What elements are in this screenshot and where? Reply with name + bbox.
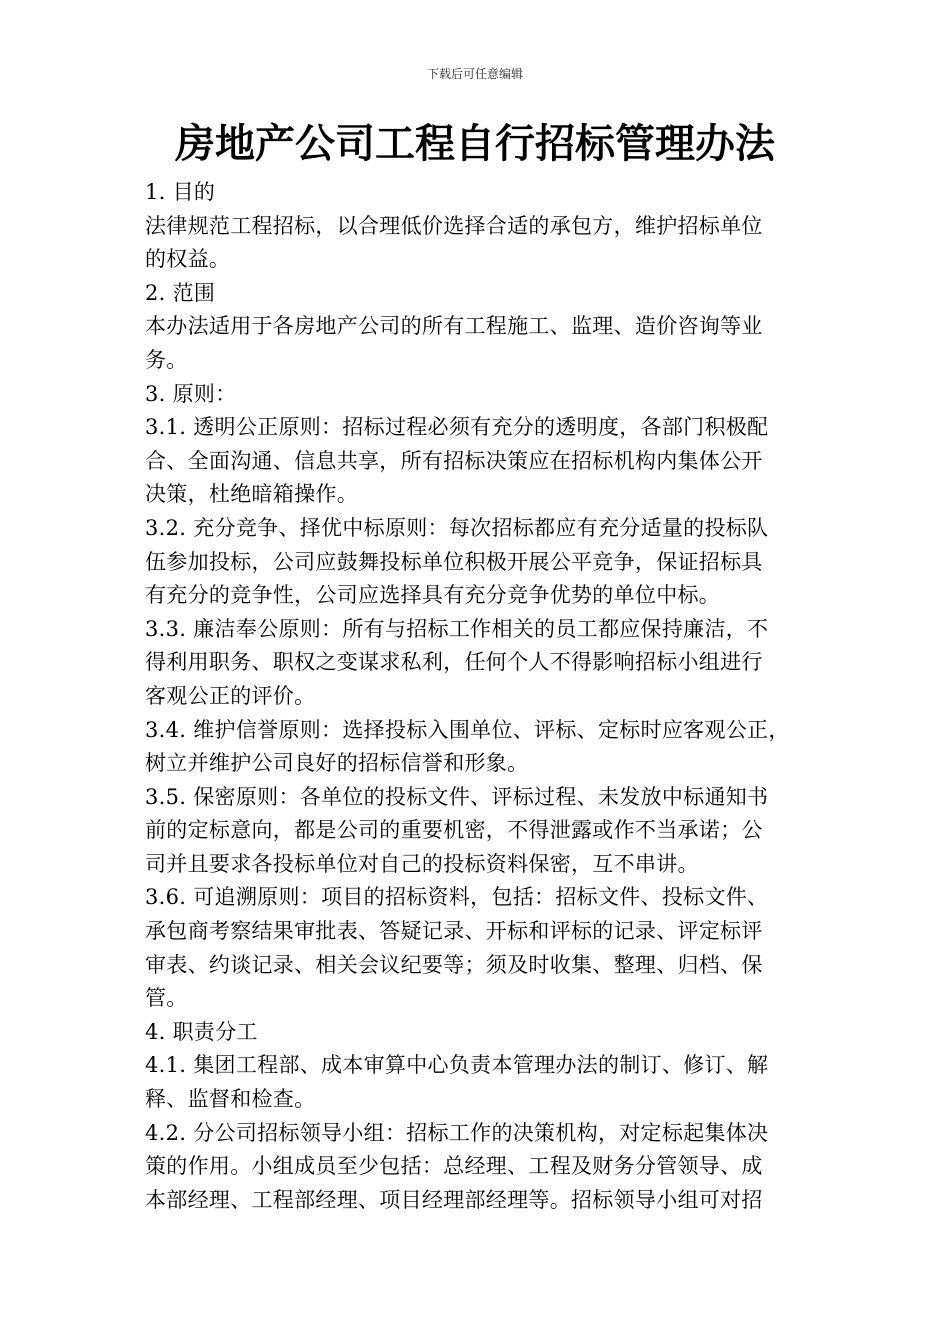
body-line: 4. 职责分工 (145, 1019, 258, 1044)
body-line: 本办法适用于各房地产公司的所有工程施工、监理、造价咨询等业 (145, 314, 763, 339)
body-line: 本部经理、工程部经理、项目经理部经理等。招标领导小组可对招 (145, 1187, 763, 1212)
body-line: 3.1. 透明公正原则：招标过程必须有充分的透明度，各部门积极配 (145, 415, 769, 440)
body-line: 3.4. 维护信誉原则：选择投标入围单位、评标、定标时应客观公正， (145, 717, 790, 742)
body-line: 策的作用。小组成员至少包括：总经理、工程及财务分管领导、成 (145, 1154, 763, 1179)
body-line: 司并且要求各投标单位对自己的投标资料保密，互不串讲。 (145, 851, 699, 876)
body-line: 3.3. 廉洁奉公原则：所有与招标工作相关的员工都应保持廉洁，不 (145, 616, 769, 641)
header-note: 下载后可任意编辑 (426, 67, 523, 81)
body-line: 的权益。 (145, 247, 231, 272)
body-line: 3. 原则： (145, 381, 237, 406)
body-line: 4.2. 分公司招标领导小组：招标工作的决策机构，对定标起集体决 (145, 1120, 769, 1145)
document-body (145, 176, 815, 1217)
document-title: 房地产公司工程自行招标管理办法 (175, 120, 775, 167)
body-line: 决策，杜绝暗箱操作。 (145, 482, 358, 507)
body-line: 审表、约谈记录、相关会议纪要等；须及时收集、整理、归档、保 (145, 952, 763, 977)
body-line: 客观公正的评价。 (145, 683, 316, 708)
body-line: 2. 范围 (145, 280, 216, 305)
body-line: 务。 (145, 347, 188, 372)
body-line: 法律规范工程招标，以合理低价选择合适的承包方，维护招标单位 (145, 213, 763, 238)
body-line: 3.6. 可追溯原则：项目的招标资料，包括：招标文件、投标文件、 (145, 885, 769, 910)
body-line: 管。 (145, 986, 188, 1011)
body-line: 树立并维护公司良好的招标信誉和形象。 (145, 751, 529, 776)
body-line: 承包商考察结果审批表、答疑记录、开标和评标的记录、评定标评 (145, 919, 763, 944)
body-line: 3.5. 保密原则：各单位的投标文件、评标过程、未发放中标通知书 (145, 784, 769, 809)
body-line: 释、监督和检查。 (145, 1087, 316, 1112)
body-line: 前的定标意向，都是公司的重要机密，不得泄露或作不当承诺；公 (145, 818, 763, 843)
body-line: 得利用职务、职权之变谋求私利，任何个人不得影响招标小组进行 (145, 650, 763, 675)
body-line: 3.2. 充分竞争、择优中标原则：每次招标都应有充分适量的投标队 (145, 515, 769, 540)
body-line: 合、全面沟通、信息共享，所有招标决策应在招标机构内集体公开 (145, 448, 763, 473)
body-line: 伍参加投标，公司应鼓舞投标单位积极开展公平竞争，保证招标具 (145, 549, 763, 574)
body-line: 4.1. 集团工程部、成本审算中心负责本管理办法的制订、修订、解 (145, 1053, 769, 1078)
body-line: 有充分的竞争性，公司应选择具有充分竞争优势的单位中标。 (145, 583, 721, 608)
body-line: 1. 目的 (145, 180, 216, 204)
